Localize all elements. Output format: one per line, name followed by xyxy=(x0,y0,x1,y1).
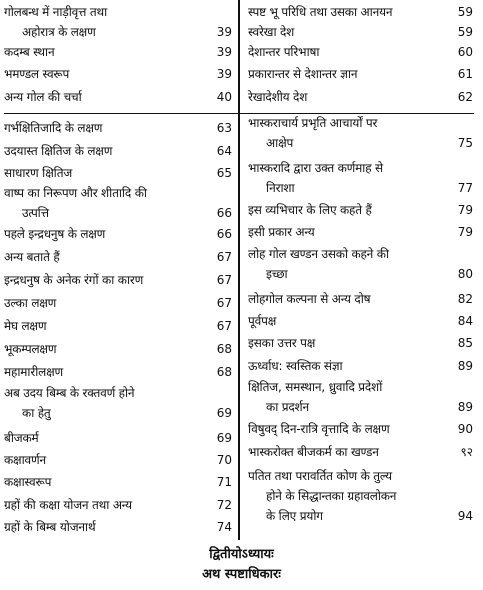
toc-entry xyxy=(248,358,475,374)
toc-entry-title: ग्रहों की कक्षा योजन तथा अन्य xyxy=(4,498,132,512)
toc-entry-page: 39 xyxy=(216,67,232,81)
toc-entry-title-continued: निराशा xyxy=(266,181,295,195)
toc-entry-page: 75 xyxy=(457,136,473,150)
toc-entry-page: 74 xyxy=(216,520,232,534)
toc-entry xyxy=(4,497,238,513)
toc-entry-page: 90 xyxy=(457,422,473,436)
toc-entry xyxy=(4,4,238,40)
toc-entry-page: 69 xyxy=(216,406,232,420)
toc-entry-title: अन्य गोल की चर्चा xyxy=(4,90,82,104)
toc-entry-title: अब उदय बिम्ब के रक्तवर्ण होने xyxy=(4,386,135,400)
toc-entry-title: ग्रहों के बिम्ब योजनार्थ xyxy=(4,520,96,534)
toc-right-column xyxy=(240,0,474,540)
toc-entry-title: इस व्यभिचार के लिए कहते हैं xyxy=(248,203,372,217)
table-of-contents xyxy=(4,0,474,540)
toc-entry xyxy=(4,318,238,334)
toc-entry xyxy=(4,89,238,105)
toc-entry-page: 82 xyxy=(457,292,473,306)
toc-entry-page: 69 xyxy=(216,431,232,445)
toc-entry-title-continued: का प्रदर्शन xyxy=(266,400,309,414)
toc-entry-page: 84 xyxy=(457,314,473,328)
toc-left-column xyxy=(4,0,240,540)
toc-entry-title-continued: अहोरात्र के लक्षण xyxy=(22,25,96,39)
toc-entry xyxy=(248,468,475,524)
toc-entry xyxy=(4,272,238,288)
toc-entry-title: इसी प्रकार अन्य xyxy=(248,225,315,239)
toc-entry-title-continued: आक्षेप xyxy=(266,136,294,150)
toc-entry-title-continued: का हेतु xyxy=(22,406,51,420)
toc-entry-page: 79 xyxy=(457,203,473,217)
toc-entry-page: 94 xyxy=(457,509,473,523)
toc-entry xyxy=(248,379,475,415)
chapter-heading: द्वितीयोऽध्यायः xyxy=(209,547,274,562)
toc-entry-title: देशान्तर परिभाषा xyxy=(248,45,320,59)
toc-entry xyxy=(4,66,238,82)
toc-entry-title: कक्षावर्णन xyxy=(4,453,46,467)
toc-entry-title: इन्द्रधनुष के अनेक रंगों का कारण xyxy=(4,273,144,287)
toc-entry-title: पहले इन्द्रधनुष के लक्षण xyxy=(4,227,106,241)
toc-entry xyxy=(248,160,475,196)
toc-entry xyxy=(4,341,238,357)
toc-entry-page: 62 xyxy=(457,90,473,104)
toc-entry-page: 59 xyxy=(457,25,473,39)
toc-entry xyxy=(248,291,475,307)
toc-entry xyxy=(248,66,475,82)
section-divider xyxy=(240,113,474,114)
toc-entry-page: 40 xyxy=(216,90,232,104)
toc-entry-title: भास्कराचार्य प्रभृति आचार्यों पर xyxy=(248,116,378,130)
toc-entry-page: 59 xyxy=(457,5,473,19)
toc-entry xyxy=(4,120,238,136)
toc-entry-page: 70 xyxy=(216,453,232,467)
toc-entry xyxy=(248,421,475,437)
toc-entry-page: 66 xyxy=(216,206,232,220)
toc-entry-title: विषुवद् दिन-रात्रि वृत्तादि के लक्षण xyxy=(248,422,390,436)
toc-entry-page: 80 xyxy=(457,267,473,281)
toc-entry-title: कदम्ब स्थान xyxy=(4,45,55,59)
toc-entry xyxy=(248,115,475,151)
toc-entry xyxy=(4,185,238,221)
toc-entry-title: भूकम्पलक्षण xyxy=(4,342,57,356)
toc-entry xyxy=(4,226,238,242)
toc-entry xyxy=(248,44,475,60)
toc-entry-title: लोह गोल खण्डन उसको कहने की xyxy=(248,247,389,261)
toc-entry-title: कक्षास्वरूप xyxy=(4,475,52,489)
toc-entry-title-continued: उत्पत्ति xyxy=(22,206,49,220)
toc-entry xyxy=(248,202,475,218)
toc-entry xyxy=(248,246,475,282)
toc-entry-page: 85 xyxy=(457,336,473,350)
toc-entry-title: इसका उत्तर पक्ष xyxy=(248,336,316,350)
toc-entry-title: प्रकारान्तर से देशान्तर ज्ञान xyxy=(248,67,358,81)
toc-entry-page: 39 xyxy=(216,45,232,59)
toc-entry-page: 68 xyxy=(216,365,232,379)
toc-entry-title: भमण्डल स्वरूप xyxy=(4,67,70,81)
toc-entry-title: स्वरेखा देश xyxy=(248,25,295,39)
toc-entry-page: ९२ xyxy=(460,445,473,459)
toc-entry-page: 60 xyxy=(457,45,473,59)
toc-entry-title: क्षितिज, समस्थान, ध्रुवादि प्रदेशों xyxy=(248,380,383,394)
toc-entry xyxy=(4,44,238,60)
toc-entry-title: ऊर्ध्वाध: स्वस्तिक संज्ञा xyxy=(248,359,343,373)
toc-entry-title: गोलबन्ध में नाड़ीवृत्त तथा xyxy=(4,5,108,19)
toc-entry-page: 66 xyxy=(216,227,232,241)
toc-entry xyxy=(4,364,238,380)
toc-entry-title: मेघ लक्षण xyxy=(4,319,47,333)
toc-entry xyxy=(4,430,238,446)
toc-entry-page: 72 xyxy=(216,498,232,512)
toc-entry-title: बीजकर्म xyxy=(4,431,39,445)
toc-entry xyxy=(4,249,238,265)
toc-entry-page: 79 xyxy=(457,225,473,239)
toc-entry xyxy=(248,444,475,460)
toc-entry-title: लोहगोल कल्पना से अन्य दोष xyxy=(248,292,371,306)
toc-entry-page: 68 xyxy=(216,342,232,356)
toc-entry xyxy=(4,519,238,535)
toc-entry-page: 67 xyxy=(216,250,232,264)
toc-entry-title: स्पष्ट भू परिधि तथा उसका आनयन xyxy=(248,5,393,19)
toc-entry-page: 77 xyxy=(457,181,473,195)
toc-entry-page: 67 xyxy=(216,273,232,287)
toc-entry-title: वाष्प का निरूपण और शीतादि की xyxy=(4,186,147,200)
toc-entry-title: गर्भक्षितिजादि के लक्षण xyxy=(4,121,103,135)
toc-entry xyxy=(4,474,238,490)
toc-entry-title: भास्करादि द्वारा उक्त कर्णमाह से xyxy=(248,161,383,175)
toc-entry-page: 64 xyxy=(216,144,232,158)
toc-entry xyxy=(248,24,475,40)
toc-entry-title: अन्य बताते हैं xyxy=(4,250,60,264)
toc-entry-page: 71 xyxy=(216,475,232,489)
toc-entry-page: 61 xyxy=(457,67,473,81)
toc-entry-title: पतित तथा परावर्तित कोण के तुल्य xyxy=(248,469,392,483)
toc-entry-title: पूर्वपक्ष xyxy=(248,314,277,328)
toc-entry-page: 67 xyxy=(216,319,232,333)
toc-entry-page: 89 xyxy=(457,359,473,373)
toc-entry xyxy=(4,385,238,421)
toc-entry xyxy=(4,295,238,311)
toc-entry-title: साधारण क्षितिज xyxy=(4,166,73,180)
toc-entry xyxy=(4,165,238,181)
toc-entry-title: भास्करोक्त बीजकर्म का खण्डन xyxy=(248,445,379,459)
toc-entry-page: 89 xyxy=(457,400,473,414)
toc-entry-title: रेखादेशीय देश xyxy=(248,90,308,104)
toc-entry xyxy=(4,452,238,468)
toc-entry-page: 67 xyxy=(216,296,232,310)
toc-entry-page: 63 xyxy=(216,121,232,135)
toc-entry-title-continued: के लिए प्रयोग xyxy=(266,509,323,523)
toc-entry-title-continued: इच्छा xyxy=(266,267,288,281)
toc-entry xyxy=(248,313,475,329)
section-divider xyxy=(4,113,238,114)
toc-entry xyxy=(4,143,238,159)
toc-entry xyxy=(248,335,475,351)
toc-entry-title: महामारीलक्षण xyxy=(4,365,63,379)
toc-entry-page: 65 xyxy=(216,166,232,180)
toc-entry xyxy=(248,4,475,20)
chapter-subheading: अथ स्पष्टाधिकारः xyxy=(202,567,281,582)
toc-entry xyxy=(248,224,475,240)
toc-entry-page: 39 xyxy=(216,25,232,39)
toc-entry-title-continued: होने के सिद्धान्तका ग्रहावलोकन xyxy=(266,489,397,503)
toc-entry xyxy=(248,89,475,105)
toc-entry-title: उल्का लक्षण xyxy=(4,296,57,310)
toc-entry-title: उदयास्त क्षितिज के लक्षण xyxy=(4,144,113,158)
